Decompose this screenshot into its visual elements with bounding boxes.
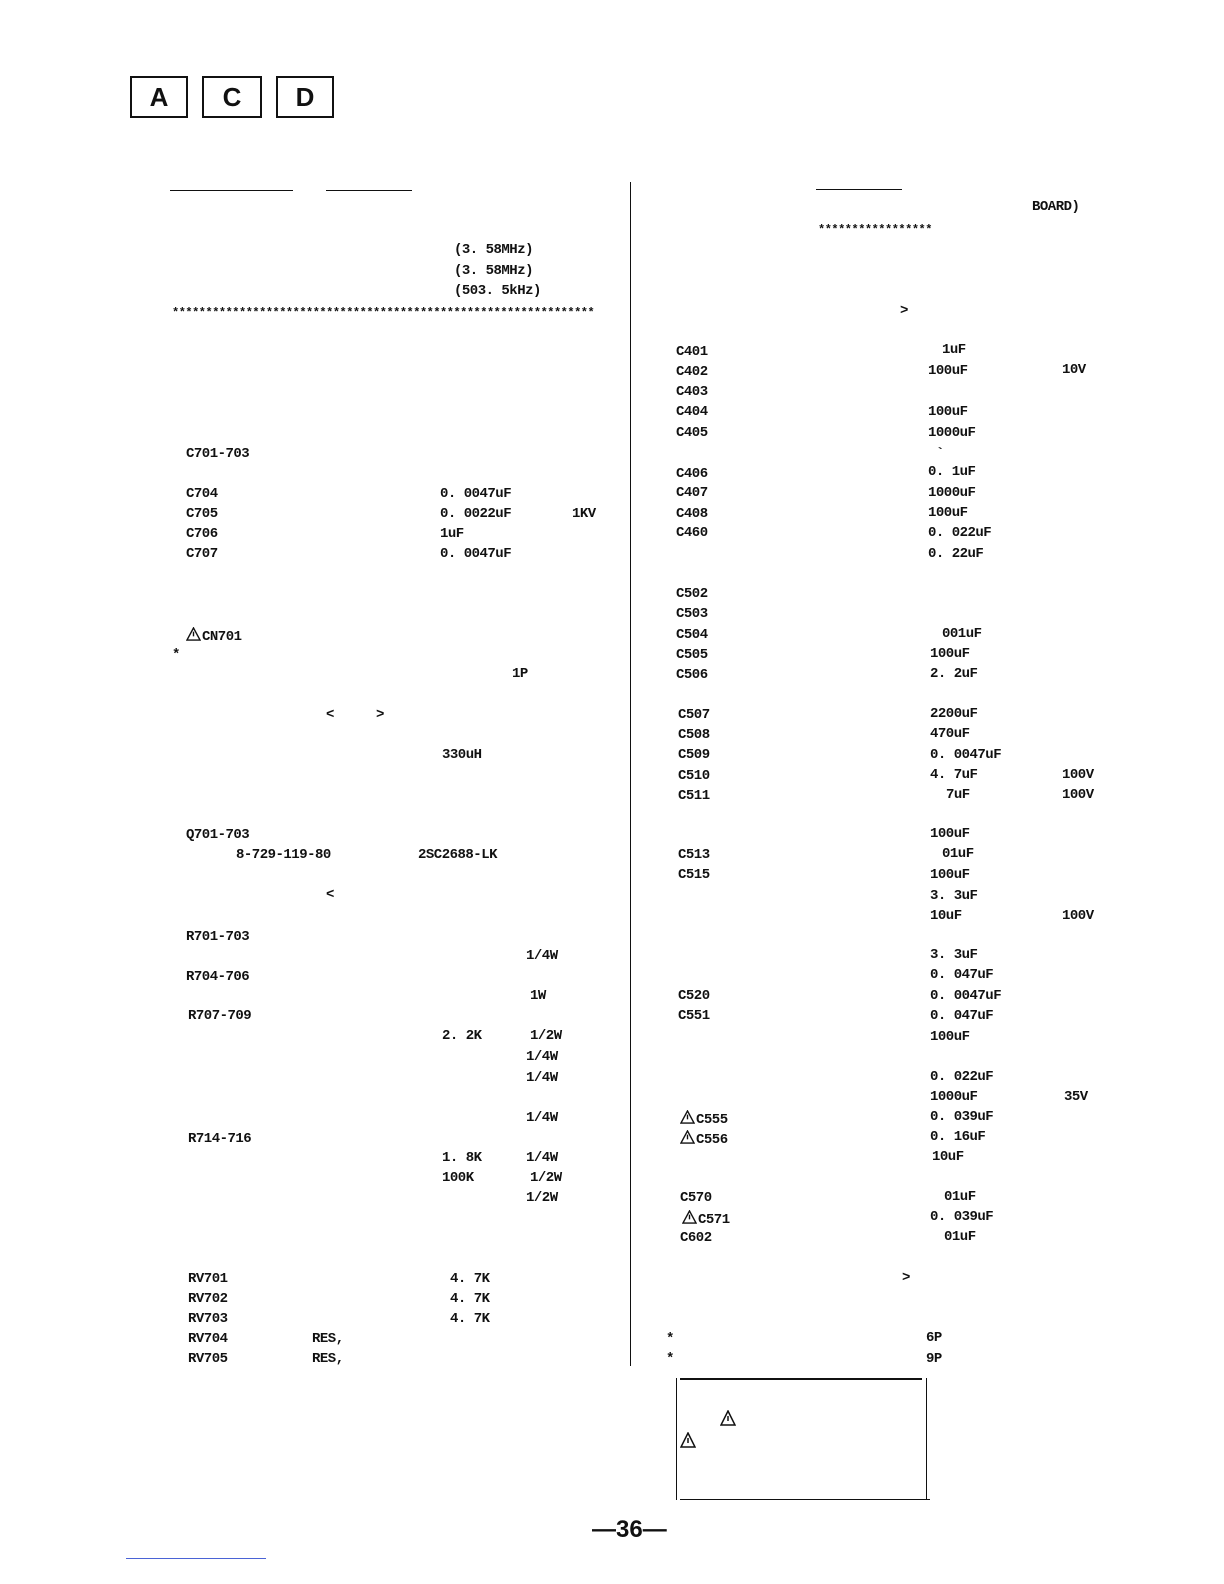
right-part-entry — [930, 888, 977, 904]
right-part-entry — [928, 505, 968, 521]
right-part-entry — [1064, 1089, 1088, 1105]
right-part-entry — [930, 967, 993, 983]
left-part-entry-text: C701-703 — [186, 446, 250, 462]
left-part-entry-text: R707-709 — [188, 1008, 252, 1024]
right-part-entry-text: C520 — [678, 988, 710, 1004]
right-part-entry — [930, 706, 977, 722]
right-part-entry-text: 100uF — [928, 363, 968, 379]
right-part-entry — [930, 1209, 993, 1225]
right-part-entry — [930, 726, 970, 742]
right-part-entry — [930, 1008, 993, 1024]
right-part-entry — [930, 747, 1001, 763]
right-part-entry-text: 100uF — [930, 826, 970, 842]
right-part-entry-text: C507 — [678, 707, 710, 723]
right-part-entry-text: C515 — [678, 867, 710, 883]
right-part-entry — [930, 1089, 977, 1105]
right-part-entry-text: 01uF — [942, 846, 974, 862]
right-part-entry-text: 100V — [1062, 767, 1094, 783]
right-part-entry — [930, 867, 970, 883]
right-part-entry-text: 1000uF — [928, 425, 976, 441]
section-box-c-label: C — [222, 81, 242, 112]
right-part-entry-text: C510 — [678, 768, 710, 784]
left-part-entry-text: > — [376, 707, 384, 723]
left-part-entry-text: 0. 0022uF — [440, 506, 512, 522]
right-part-entry — [676, 485, 708, 501]
right-part-entry-text: 0. 022uF — [930, 1069, 994, 1085]
right-part-entry — [928, 464, 975, 480]
right-part-entry — [676, 364, 708, 380]
right-part-entry-text: C408 — [676, 506, 708, 522]
right-part-entry — [1062, 362, 1086, 378]
right-part-entry-text: 0. 022uF — [928, 525, 992, 541]
right-part-entry-text: 0. 0047uF — [930, 747, 1002, 763]
right-part-entry — [930, 1069, 993, 1085]
left-part-entry-text: 1/4W — [526, 1150, 558, 1166]
right-part-entry — [666, 1351, 674, 1367]
right-part-entry — [926, 1330, 942, 1346]
right-part-entry-text: 2200uF — [930, 706, 978, 722]
right-part-entry — [946, 787, 970, 803]
right-part-entry-text: 01uF — [944, 1189, 976, 1205]
right-part-entry-text: C504 — [676, 627, 708, 643]
right-part-entry — [930, 1029, 970, 1045]
section-box-d-label: D — [295, 81, 315, 112]
right-part-entry-text: 3. 3uF — [930, 888, 978, 904]
right-part-entry — [930, 947, 977, 963]
right-part-entry — [942, 342, 966, 358]
right-part-entry — [930, 767, 977, 783]
left-part-entry-text: RV705 — [188, 1351, 228, 1367]
section-box-a-label: A — [149, 81, 169, 112]
left-part-entry-text: 1/2W — [526, 1190, 558, 1206]
right-part-entry — [1062, 908, 1094, 924]
right-part-entry-text: 1000uF — [930, 1089, 978, 1105]
right-part-entry — [900, 303, 908, 319]
right-part-entry-text: 0. 047uF — [930, 1008, 994, 1024]
right-part-entry — [678, 747, 710, 763]
warning-triangle-icon — [680, 1432, 696, 1448]
left-part-entry-text: 1/4W — [526, 948, 558, 964]
right-part-entry — [930, 646, 970, 662]
right-part-entry-text: 10V — [1062, 362, 1086, 378]
right-part-entry-text: C460 — [676, 525, 708, 541]
left-part-entry-text: 100K — [442, 1170, 474, 1186]
right-part-entry-text: 35V — [1064, 1089, 1088, 1105]
left-part-entry-text: C705 — [186, 506, 218, 522]
right-part-entry-text: 7uF — [946, 787, 970, 803]
right-part-entry-text: 100uF — [930, 1029, 970, 1045]
left-part-entry-text: 1/2W — [530, 1028, 562, 1044]
left-part-entry-text: C704 — [186, 486, 218, 502]
right-part-entry-text: 100uF — [930, 867, 970, 883]
safety-notice-box — [676, 1378, 926, 1498]
left-part-entry-text: 330uH — [442, 747, 482, 763]
right-part-entry-text: 1000uF — [928, 485, 976, 501]
left-part-entry-text: CN701 — [202, 629, 242, 645]
right-part-entry-text: 100V — [1062, 908, 1094, 924]
right-part-entry — [928, 363, 968, 379]
left-part-entry-text: R704-706 — [186, 969, 250, 985]
left-part-entry-text: R701-703 — [186, 929, 250, 945]
right-part-entry — [932, 1149, 964, 1165]
left-part-entry-text: 1/4W — [526, 1110, 558, 1126]
right-part-entry — [930, 988, 1001, 1004]
right-part-entry-text: C513 — [678, 847, 710, 863]
right-part-entry — [928, 404, 968, 420]
right-part-entry — [930, 1109, 993, 1125]
right-star-divider: ***************** — [818, 223, 932, 237]
right-part-entry — [930, 908, 962, 924]
left-part-entry-text: 2SC2688-LK — [418, 847, 498, 863]
right-part-entry — [944, 1229, 976, 1245]
right-part-entry-text: * — [666, 1331, 674, 1347]
right-part-entry — [928, 546, 983, 562]
right-part-entry-text: 01uF — [944, 1229, 976, 1245]
right-part-entry — [928, 485, 975, 501]
right-part-entry-text: 100V — [1062, 787, 1094, 803]
warning-triangle-icon — [682, 1212, 698, 1228]
right-part-entry-text: * — [666, 1351, 674, 1367]
crystal-frequency-1: (3. 58MHz) — [454, 242, 534, 258]
right-part-entry-text: C511 — [678, 788, 710, 804]
right-part-entry-text: C405 — [676, 425, 708, 441]
crystal-frequency-2: (3. 58MHz) — [454, 263, 534, 279]
right-part-entry-text: 6P — [926, 1330, 942, 1346]
right-part-entry — [676, 425, 708, 441]
left-part-entry-text: 1/4W — [526, 1049, 558, 1065]
right-part-entry — [930, 666, 977, 682]
left-part-entry-text: RV703 — [188, 1311, 228, 1327]
notice-bottom-border — [680, 1499, 930, 1500]
right-part-entry-text: 470uF — [930, 726, 970, 742]
left-part-entry-text: C706 — [186, 526, 218, 542]
left-part-entry-text: RV702 — [188, 1291, 228, 1307]
right-part-entry-text: 10uF — [930, 908, 962, 924]
warning-triangle-icon — [680, 1132, 696, 1148]
left-part-entry-text: RES, — [312, 1331, 344, 1347]
notice-left-border — [676, 1378, 677, 1500]
right-part-entry — [678, 847, 710, 863]
right-part-entry — [1062, 787, 1094, 803]
right-part-entry-text: C404 — [676, 404, 708, 420]
right-part-entry — [676, 344, 708, 360]
left-star-divider: *************************************************************** — [172, 306, 595, 320]
right-part-entry — [930, 826, 970, 842]
left-part-entry-text: 2. 2K — [442, 1028, 482, 1044]
left-part-entry-text: * — [172, 647, 180, 663]
left-part-entry-text: RV701 — [188, 1271, 228, 1287]
left-part-entry-text: 1/2W — [530, 1170, 562, 1186]
right-part-entry-text: 2. 2uF — [930, 666, 978, 682]
right-part-entry — [676, 384, 708, 400]
page-number: —36— — [592, 1516, 667, 1543]
right-part-entry — [926, 1351, 942, 1367]
left-part-entry-text: 4. 7K — [450, 1271, 490, 1287]
right-part-entry — [1062, 767, 1094, 783]
right-part-entry-text: C506 — [676, 667, 708, 683]
right-part-entry-text: 0. 0047uF — [930, 988, 1002, 1004]
right-part-entry — [928, 525, 991, 541]
right-part-entry-text: C508 — [678, 727, 710, 743]
warning-triangle-icon — [720, 1410, 736, 1426]
board-label: BOARD) — [1032, 199, 1080, 215]
right-part-entry-text: C551 — [678, 1008, 710, 1024]
right-part-entry — [678, 988, 710, 1004]
right-part-entry — [678, 1008, 710, 1024]
right-part-entry — [678, 867, 710, 883]
right-part-entry-text: C602 — [680, 1230, 712, 1246]
right-part-entry — [928, 425, 975, 441]
right-part-entry-text: C556 — [696, 1132, 728, 1148]
right-part-entry-text: 100uF — [930, 646, 970, 662]
left-part-entry-text: Q701-703 — [186, 827, 250, 843]
right-part-entry-text: 10uF — [932, 1149, 964, 1165]
right-part-entry-text: C505 — [676, 647, 708, 663]
right-part-entry — [676, 606, 708, 622]
left-part-entry-text: 1uF — [440, 526, 464, 542]
left-part-entry-text: < — [326, 707, 334, 723]
left-part-entry-text: 4. 7K — [450, 1291, 490, 1307]
right-part-entry — [902, 1270, 910, 1286]
right-part-entry-text: 100uF — [928, 404, 968, 420]
left-part-entry-text: 1KV — [572, 506, 596, 522]
right-part-entry-text: C401 — [676, 344, 708, 360]
notice-top-border — [680, 1378, 922, 1380]
left-part-entry-text: RV704 — [188, 1331, 228, 1347]
right-part-entry-text: C403 — [676, 384, 708, 400]
right-part-entry — [666, 1331, 674, 1347]
left-part-entry-text: 4. 7K — [450, 1311, 490, 1327]
left-part-entry-text: 8-729-119-80 — [236, 847, 331, 863]
right-part-entry-text: > — [900, 303, 908, 319]
right-part-entry — [680, 1130, 728, 1148]
right-part-entry-text: C509 — [678, 747, 710, 763]
right-part-entry — [944, 1189, 976, 1205]
right-part-entry-text: C571 — [698, 1212, 730, 1228]
right-part-entry — [678, 788, 710, 804]
right-part-entry — [676, 466, 708, 482]
left-part-entry-text: RES, — [312, 1351, 344, 1367]
right-part-entry — [676, 627, 708, 643]
right-part-entry — [942, 626, 982, 642]
right-part-entry — [942, 846, 974, 862]
right-part-entry-text: 0. 1uF — [928, 464, 976, 480]
right-part-entry — [680, 1190, 712, 1206]
crystal-frequency-3: (503. 5kHz) — [454, 283, 541, 299]
right-part-entry — [676, 506, 708, 522]
right-part-entry — [680, 1230, 712, 1246]
right-part-entry-text: ` — [936, 446, 944, 462]
right-part-entry — [676, 525, 708, 541]
right-part-entry-text: C570 — [680, 1190, 712, 1206]
footer-link-underline — [126, 1558, 266, 1559]
left-part-entry-text: 0. 0047uF — [440, 486, 512, 502]
right-part-entry — [676, 404, 708, 420]
right-part-entry-text: 0. 039uF — [930, 1209, 994, 1225]
notice-right-border — [926, 1378, 927, 1500]
right-part-entry — [676, 647, 708, 663]
right-part-entry-text: 001uF — [942, 626, 982, 642]
right-part-entry-text: C406 — [676, 466, 708, 482]
right-part-entry-text: C402 — [676, 364, 708, 380]
right-part-entry-text: C555 — [696, 1112, 728, 1128]
right-part-entry — [680, 1110, 728, 1128]
right-part-entry — [676, 667, 708, 683]
right-part-entry — [678, 707, 710, 723]
warning-triangle-icon — [680, 1112, 696, 1128]
right-part-entry-text: C502 — [676, 586, 708, 602]
right-part-entry — [678, 768, 710, 784]
right-part-entry-text: 0. 16uF — [930, 1129, 986, 1145]
right-part-entry-text: 0. 047uF — [930, 967, 994, 983]
left-part-entry-text: 1/4W — [526, 1070, 558, 1086]
right-part-entry — [678, 727, 710, 743]
right-part-entry-text: 9P — [926, 1351, 942, 1367]
left-part-entry-text: 0. 0047uF — [440, 546, 512, 562]
right-part-entry — [682, 1210, 730, 1228]
left-part-entry-text: 1P — [512, 666, 528, 682]
right-part-entry-text: 4. 7uF — [930, 767, 978, 783]
left-part-entry-text: 1. 8K — [442, 1150, 482, 1166]
right-part-entry-text: 1uF — [942, 342, 966, 358]
right-part-entry — [930, 1129, 985, 1145]
left-part-entry-text: C707 — [186, 546, 218, 562]
right-part-entry-text: C503 — [676, 606, 708, 622]
right-part-entry-text: > — [902, 1270, 910, 1286]
right-part-entry-text: 100uF — [928, 505, 968, 521]
right-part-entry-text: 0. 22uF — [928, 546, 984, 562]
right-part-entry-text: C407 — [676, 485, 708, 501]
left-part-entry-text: R714-716 — [188, 1131, 252, 1147]
right-part-entry-text: 3. 3uF — [930, 947, 978, 963]
left-part-entry-text: 1W — [530, 988, 546, 1004]
right-part-entry — [936, 446, 944, 462]
left-part-entry-text: < — [326, 887, 334, 903]
right-part-entry-text: 0. 039uF — [930, 1109, 994, 1125]
right-part-entry — [676, 586, 708, 602]
